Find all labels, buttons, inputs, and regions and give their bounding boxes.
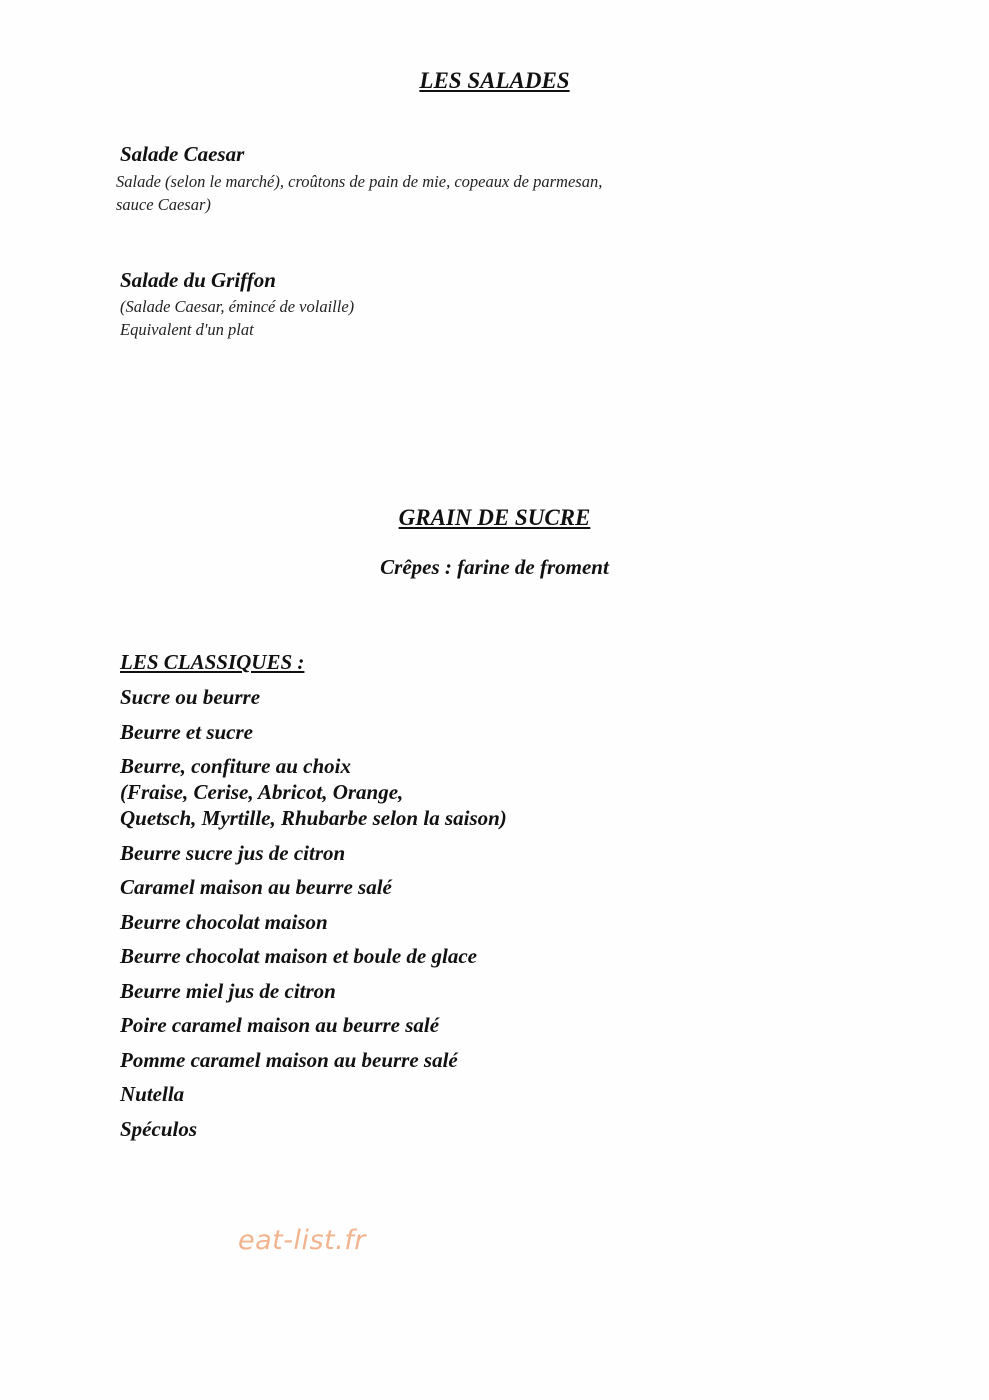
list-item <box>120 1081 507 1107</box>
dish-desc-line: Equivalent d'un plat <box>120 320 254 339</box>
crepe-list <box>120 684 507 1142</box>
list-item-line: Poire caramel maison au beurre salé <box>120 1013 440 1037</box>
list-item-line: (Fraise, Cerise, Abricot, Orange, <box>120 780 404 804</box>
list-item-line: Nutella <box>120 1082 185 1106</box>
classiques-section <box>120 650 507 1150</box>
list-item-line: Beurre, confiture au choix <box>120 754 352 778</box>
list-item <box>120 840 507 866</box>
list-item <box>120 874 507 900</box>
dish-desc-line: sauce Caesar) <box>116 195 211 214</box>
dish-desc-griffon <box>120 295 620 341</box>
list-item <box>120 684 507 710</box>
list-item-line: Quetsch, Myrtille, Rhubarbe selon la saison) <box>120 806 507 830</box>
list-item <box>120 719 507 745</box>
dish-desc-line: Salade (selon le marché), croûtons de pain de mie, copeaux de parmesan, <box>116 172 603 191</box>
dish-name-griffon: Salade du Griffon <box>120 268 276 292</box>
list-item <box>120 909 507 935</box>
list-item <box>120 1012 507 1038</box>
list-item-line: Beurre miel jus de citron <box>120 978 336 1003</box>
list-item-line: Beurre chocolat maison <box>120 909 328 934</box>
list-item <box>120 1047 507 1073</box>
classiques-title: LES CLASSIQUES : <box>120 650 305 674</box>
list-item-line: Pomme caramel maison au beurre salé <box>120 1047 458 1072</box>
dish-desc-line: (Salade Caesar, émincé de volaille) <box>120 297 355 316</box>
dish-desc-caesar <box>116 170 756 216</box>
list-item-line: Caramel maison au beurre salé <box>120 875 392 899</box>
list-item-line: Beurre sucre jus de citron <box>120 840 346 865</box>
list-item-line: Spéculos <box>120 1116 198 1141</box>
list-item <box>120 978 507 1004</box>
dish-name-caesar: Salade Caesar <box>120 142 245 166</box>
list-item <box>120 1116 507 1142</box>
section-subtitle-crepes: Crêpes : farine de froment <box>380 555 609 579</box>
list-item-line: Beurre et sucre <box>120 719 253 744</box>
section-title-grain-de-sucre: GRAIN DE SUCRE <box>398 505 591 530</box>
watermark: eat-list.fr <box>238 1225 366 1256</box>
list-item <box>120 753 507 831</box>
list-item-line: Sucre ou beurre <box>120 685 261 709</box>
list-item <box>120 943 507 969</box>
section-title-salades: LES SALADES <box>419 68 570 93</box>
list-item-line: Beurre chocolat maison et boule de glace <box>120 944 477 968</box>
